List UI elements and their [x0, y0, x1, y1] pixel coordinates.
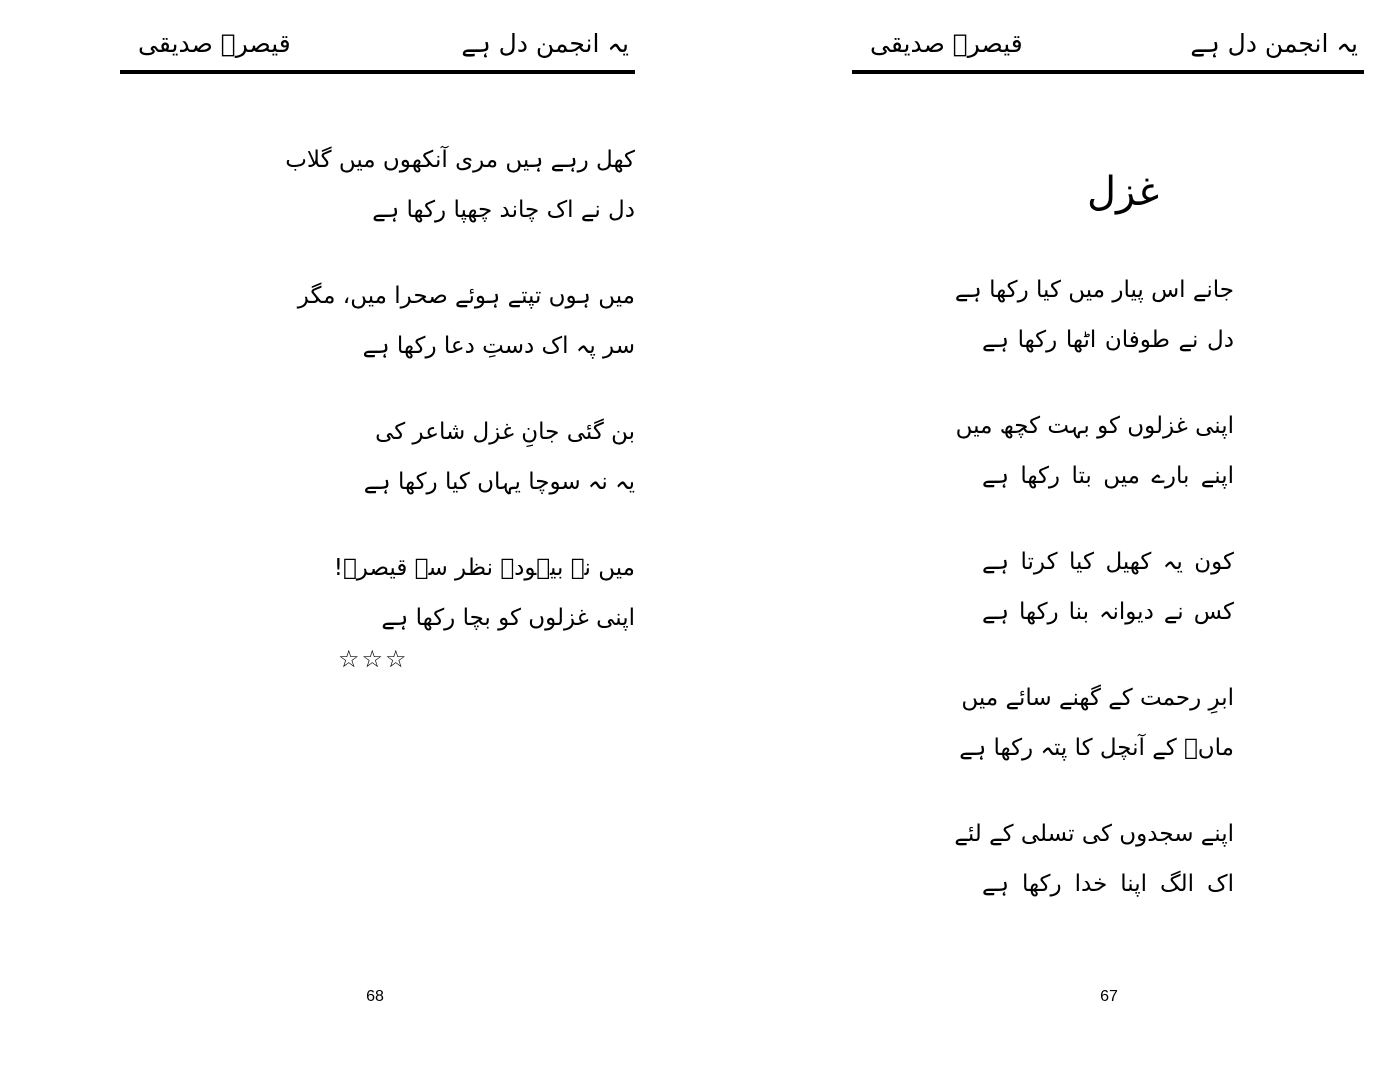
verse-line: ابرِ رحمت کے گھنے سائے میں — [961, 685, 1234, 711]
header-author: قیصرؔ صدیقی — [870, 29, 1023, 58]
page-number: 68 — [366, 988, 384, 1005]
verse-line: اپنی غزلوں کو بچا رکھا ہے — [381, 605, 635, 631]
couplet — [250, 135, 635, 235]
verse-line: یہ نہ سوچا یہاں کیا رکھا ہے — [363, 469, 635, 495]
couplet — [955, 401, 1234, 501]
header-rule — [852, 70, 1364, 74]
poem-title: غزل — [1086, 169, 1160, 215]
header-book-title: یہ انجمن دل ہے — [1190, 29, 1358, 58]
verse-line: کون یہ کھیل کیا کرتا ہے — [982, 549, 1234, 575]
verse-line: اپنے بارے میں بتا رکھا ہے — [982, 463, 1234, 489]
running-header — [852, 20, 1364, 75]
verse-line: جانے اس پیار میں کیا رکھا ہے — [954, 277, 1234, 303]
verse-line: میں نے بیہودہ نظر سے قیصرؔ! — [333, 555, 635, 581]
right-page — [852, 0, 1364, 1080]
couplet — [982, 537, 1234, 637]
verse-line: میں ہوں تپتے ہوئے صحرا میں، مگر — [297, 283, 635, 309]
verse-line: اپنی غزلوں کو بہت کچھ میں — [955, 413, 1234, 439]
header-rule — [120, 70, 635, 74]
verse-line: ماںؔ کے آنچل کا پتہ رکھا ہے — [959, 735, 1234, 761]
verse-line: اک الگ اپنا خدا رکھا ہے — [982, 871, 1234, 897]
couplet — [959, 673, 1234, 773]
poem-continuation — [250, 135, 635, 679]
end-stars-mark: ☆☆☆ — [338, 645, 409, 673]
verse-line: دل نے طوفان اٹھا رکھا ہے — [982, 327, 1234, 353]
verse-line: سر پہ اک دستِ دعا رکھا ہے — [362, 333, 635, 359]
couplet — [954, 265, 1234, 365]
page-number: 67 — [1100, 988, 1118, 1005]
header-author: قیصرؔ صدیقی — [138, 29, 291, 58]
verse-line: کس نے دیوانہ بنا رکھا ہے — [982, 599, 1234, 625]
running-header — [120, 20, 635, 75]
verse-line: دل نے اک چاند چھپا رکھا ہے — [372, 197, 635, 223]
verse-line: کھل رہے ہیں مری آنکھوں میں گلاب — [285, 147, 635, 173]
verse-line: بن گئی جانِ غزل شاعر کی — [375, 419, 635, 445]
couplet — [954, 809, 1234, 909]
verse-line: اپنے سجدوں کی تسلی کے لئے — [954, 821, 1234, 847]
header-book-title: یہ انجمن دل ہے — [461, 29, 629, 58]
left-page — [120, 0, 635, 1080]
couplet — [250, 543, 635, 643]
couplet — [250, 271, 635, 371]
couplet — [250, 407, 635, 507]
ghazal — [954, 265, 1234, 945]
